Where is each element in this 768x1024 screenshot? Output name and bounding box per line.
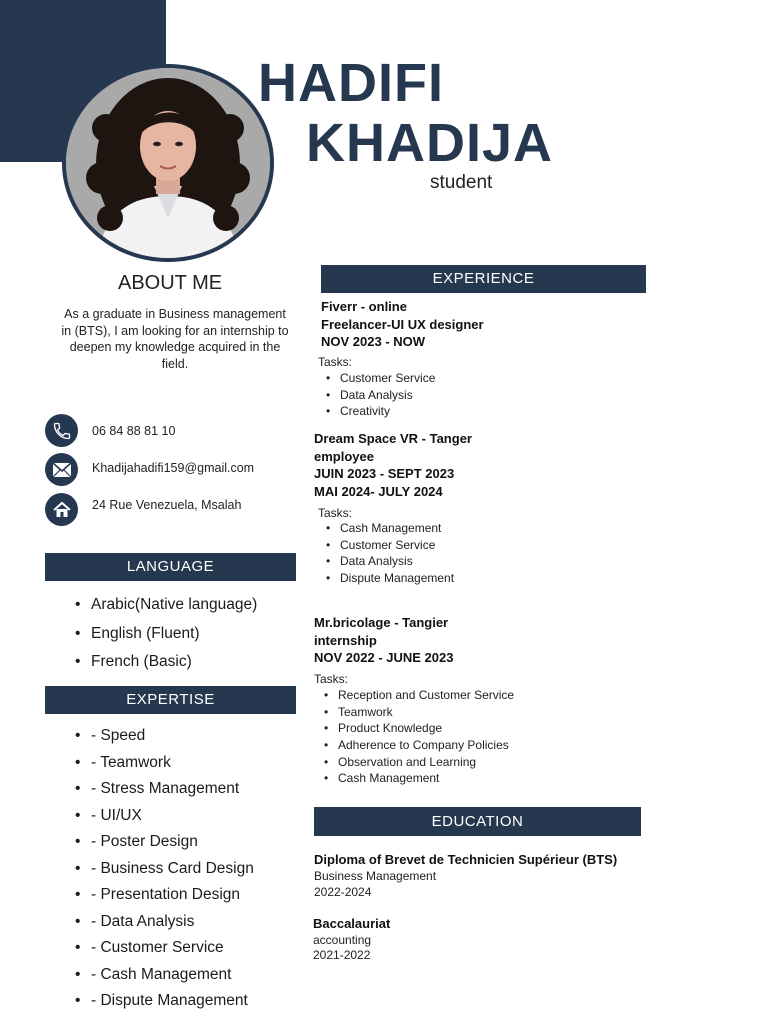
tasks-label: Tasks: bbox=[318, 506, 353, 520]
tasks-label: Tasks: bbox=[318, 355, 353, 369]
email-address: Khadijahadifi159@gmail.com bbox=[92, 461, 255, 475]
job-company: Dream Space VR - Tanger bbox=[314, 431, 472, 446]
list-item: • French (Basic) bbox=[75, 653, 257, 682]
education-degree: Diploma of Brevet de Technicien Supérieur (BTS) bbox=[314, 852, 618, 867]
list-item: • - Customer Service bbox=[75, 939, 254, 966]
education-years: 2021-2022 bbox=[313, 948, 371, 962]
phone-icon bbox=[45, 414, 78, 447]
job-role: Freelancer-UI UX designer bbox=[321, 316, 484, 332]
profile-photo bbox=[66, 68, 270, 258]
job-1-tasks bbox=[322, 371, 435, 421]
list-item: • - Cash Management bbox=[75, 966, 254, 993]
envelope-icon bbox=[45, 453, 78, 486]
list-item: • - Poster Design bbox=[75, 833, 254, 860]
list-item: • Customer Service bbox=[322, 538, 454, 555]
list-item: • - Presentation Design bbox=[75, 886, 254, 913]
list-item: • - Stress Management bbox=[75, 780, 254, 807]
job-3-tasks bbox=[320, 688, 514, 788]
education-degree: Baccalauriat bbox=[313, 916, 391, 931]
list-item: • Customer Service bbox=[322, 371, 435, 388]
list-item: • Data Analysis bbox=[322, 554, 454, 571]
list-item: • Dispute Management bbox=[322, 571, 454, 588]
education-years: 2022-2024 bbox=[314, 885, 372, 899]
language-heading: LANGUAGE bbox=[45, 553, 296, 581]
list-item: • Reception and Customer Service bbox=[320, 688, 514, 705]
list-item: • - Teamwork bbox=[75, 754, 254, 781]
job-title: student bbox=[430, 172, 493, 193]
job-company: Fiverr - online bbox=[321, 299, 407, 314]
home-icon bbox=[45, 493, 78, 526]
expertise-list bbox=[75, 727, 254, 1019]
list-item: • Observation and Learning bbox=[320, 755, 514, 772]
job-dates: NOV 2022 - JUNE 2023 bbox=[314, 650, 454, 665]
list-item: • - Data Analysis bbox=[75, 913, 254, 940]
job-2-header bbox=[314, 430, 472, 500]
list-item: • Cash Management bbox=[322, 521, 454, 538]
job-role: employee bbox=[314, 448, 374, 464]
phone-number: 06 84 88 81 10 bbox=[92, 424, 176, 438]
list-item: • Product Knowledge bbox=[320, 721, 514, 738]
list-item: • Adherence to Company Policies bbox=[320, 738, 514, 755]
job-2-tasks bbox=[322, 521, 454, 588]
address: 24 Rue Venezuela, Msalah bbox=[92, 498, 242, 512]
list-item: • Teamwork bbox=[320, 705, 514, 722]
list-item: • English (Fluent) bbox=[75, 625, 257, 654]
about-title: ABOUT ME bbox=[118, 272, 223, 294]
job-company: Mr.bricolage - Tangier bbox=[314, 615, 449, 630]
list-item: • Cash Management bbox=[320, 771, 514, 788]
job-dates: NOV 2023 - NOW bbox=[321, 334, 426, 349]
list-item: • Arabic(Native language) bbox=[75, 596, 257, 625]
education-heading: EDUCATION bbox=[314, 807, 641, 836]
list-item: • Creativity bbox=[322, 404, 435, 421]
list-item: • - Speed bbox=[75, 727, 254, 754]
job-dates: MAI 2024- JULY 2024 bbox=[314, 483, 443, 499]
job-3-header bbox=[314, 614, 453, 667]
education-field: accounting bbox=[313, 933, 372, 947]
list-item: • - UI/UX bbox=[75, 807, 254, 834]
tasks-label: Tasks: bbox=[314, 672, 349, 686]
language-list bbox=[75, 596, 257, 682]
list-item: • - Business Card Design bbox=[75, 860, 254, 887]
list-item: • - Dispute Management bbox=[75, 992, 254, 1019]
education-field: Business Management bbox=[314, 869, 437, 883]
first-name: HADIFI bbox=[258, 53, 444, 113]
job-1-header bbox=[321, 298, 484, 351]
expertise-heading: EXPERTISE bbox=[45, 686, 296, 714]
list-item: • Data Analysis bbox=[322, 388, 435, 405]
about-text: As a graduate in Business management in (BTS), I am looking for an internship to deepen my knowledge acquired in the field. bbox=[61, 307, 289, 371]
last-name: KHADIJA bbox=[306, 113, 554, 173]
job-role: internship bbox=[314, 632, 377, 648]
job-dates: JUIN 2023 - SEPT 2023 bbox=[314, 466, 455, 481]
experience-heading: EXPERIENCE bbox=[321, 265, 646, 293]
